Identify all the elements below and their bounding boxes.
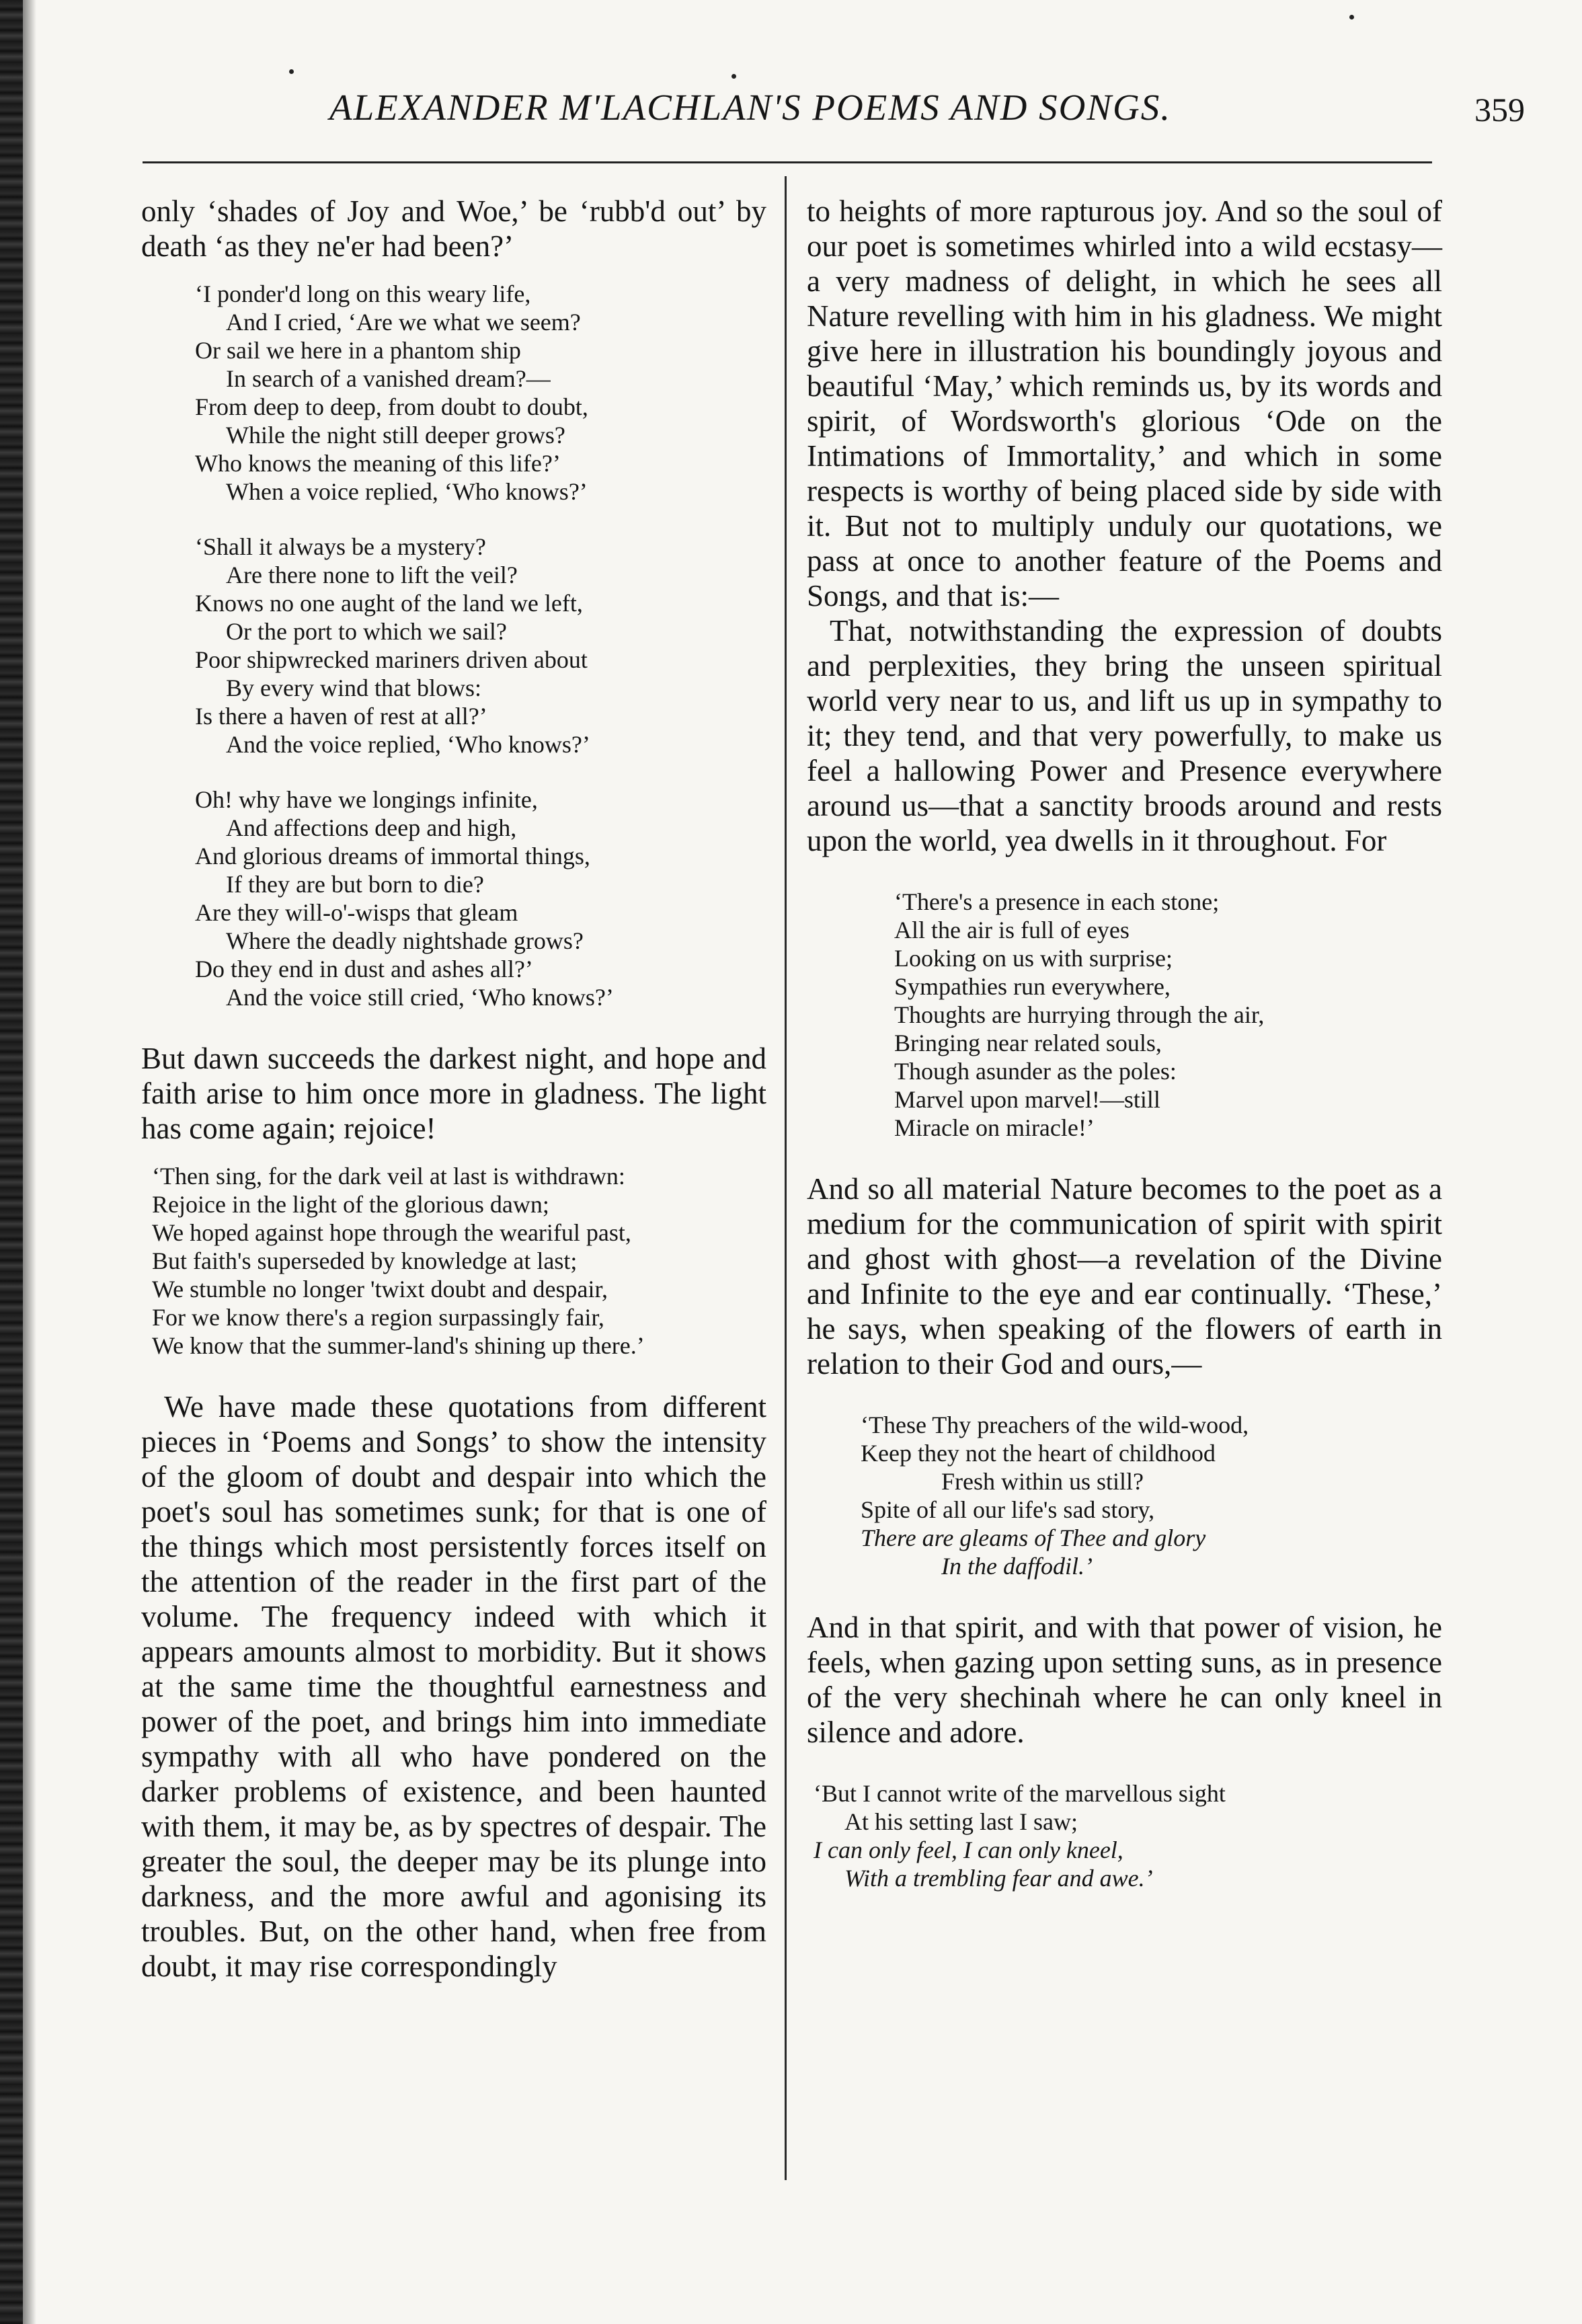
verse-line: At his setting last I saw; (844, 1808, 1078, 1835)
paragraph: to heights of more rapturous joy. And so the soul of our poet is sometimes whirled into a wild ecstasy—a very madness of delight, in which he sees all Nature revelling with him in his gladness. We might give here in illustration his boundingly joyous and beautiful ‘May,’ which reminds us, by its words and spirit, of Wordsworth's glorious ‘Ode on the Intimations of Immortality,’ and which in some respects is worthy of being placed side by side with it. But not to multiply unduly our quotations, we pass at once to another feature of the Poems and Songs, and that is:— (807, 194, 1442, 613)
verse-line: Oh! why have we longings infinite, (195, 786, 538, 813)
verse-line: Who knows the meaning of this life?’ (195, 450, 561, 477)
print-speck (1349, 15, 1354, 20)
verse-quote (807, 1779, 1442, 1892)
verse-line: We know that the summer-land's shining up there.’ (152, 1332, 645, 1359)
verse-line: When a voice replied, ‘Who knows?’ (226, 478, 588, 505)
verse-line: While the night still deeper grows? (226, 422, 565, 449)
book-spine-shadow (0, 0, 23, 2324)
verse-line: Keep they not the heart of childhood (861, 1440, 1216, 1467)
verse-quote (141, 1162, 766, 1360)
verse-line: Where the deadly nightshade grows? (226, 927, 584, 954)
verse-line: Do they end in dust and ashes all?’ (195, 956, 533, 982)
verse-line: ‘Then sing, for the dark veil at last is withdrawn: (152, 1163, 625, 1190)
paragraph: That, notwithstanding the expression of doubts and perplexities, they bring the unseen spiritual world very near to us, and lift us up in sympathy to it; they tend, and that very powerfully, to make us feel a hallowing Power and Presence everywhere around us—that a sanctity broods around and rests upon the world, yea dwells in it throughout. For (807, 614, 1442, 857)
verse-line: Though asunder as the poles: (894, 1058, 1177, 1085)
verse-line: And glorious dreams of immortal things, (195, 843, 590, 869)
verse-line: With a trembling fear and awe.’ (844, 1865, 1153, 1892)
verse-line: Rejoice in the light of the glorious dawn; (152, 1191, 549, 1218)
page-number: 359 (1474, 91, 1525, 128)
column-divider (785, 176, 787, 2180)
verse-line: Spite of all our life's sad story, (861, 1496, 1155, 1523)
verse-line: ‘Shall it always be a mystery? (195, 533, 486, 560)
verse-line: Looking on us with surprise; (894, 945, 1173, 972)
verse-quote (807, 888, 1442, 1142)
header-rule (143, 161, 1432, 163)
verse-stanza (195, 533, 766, 759)
verse-line: Bringing near related souls, (894, 1030, 1162, 1056)
verse-line: Are there none to lift the veil? (226, 561, 518, 588)
verse-line: Fresh within us still? (941, 1468, 1144, 1495)
page-header (289, 86, 1525, 147)
right-column (807, 194, 1442, 1892)
verse-quote (807, 1411, 1442, 1580)
verse-line: If they are but born to die? (226, 871, 484, 898)
verse-line: There are gleams of Thee and glory (861, 1524, 1206, 1551)
verse-line: ‘There's a presence in each stone; (894, 888, 1220, 915)
paragraph: only ‘shades of Joy and Woe,’ be ‘rubb'd out’ by death ‘as they ne'er had been?’ (141, 194, 766, 263)
verse-line: Poor shipwrecked mariners driven about (195, 646, 588, 673)
verse-line: Or sail we here in a phantom ship (195, 337, 521, 364)
verse-line: For we know there's a region surpassingly fair, (152, 1304, 604, 1331)
verse-line: Sympathies run everywhere, (894, 973, 1171, 1000)
paragraph: We have made these quotations from different pieces in ‘Poems and Songs’ to show the intensity of the gloom of doubt and despair into which the poet's soul has sometimes sunk; for that is one of the things which most persistently forces itself on the attention of the reader in the first part of the volume. The frequency indeed with which it appears amounts almost to morbidity. But it shows at the same time the thoughtful earnestness and power of the poet, and brings him into immediate sympathy with all who have pondered on the darker problems of existence, and been haunted with them, it may be, as by spectres of despair. The greater the soul, the deeper may be its plunge into darkness, and the more awful and agonising its troubles. But, on the other hand, when free from doubt, it may rise correspondingly (141, 1390, 766, 1983)
verse-line: Miracle on miracle!’ (894, 1114, 1095, 1141)
verse-quote (141, 280, 766, 1011)
verse-line: And the voice replied, ‘Who knows?’ (226, 731, 590, 758)
verse-line: ‘I ponder'd long on this weary life, (195, 280, 531, 307)
verse-line: ‘These Thy preachers of the wild-wood, (861, 1411, 1249, 1438)
paragraph: And in that spirit, and with that power of vision, he feels, when gazing upon setting suns, as in presence of the very shechinah where he can only kneel in silence and adore. (807, 1611, 1442, 1749)
verse-line: All the air is full of eyes (894, 917, 1130, 943)
gutter-shadow (23, 0, 36, 2324)
print-speck (731, 74, 736, 79)
print-speck (289, 69, 294, 74)
running-title: ALEXANDER M'LACHLAN'S POEMS AND SONGS. (329, 87, 1171, 128)
verse-line: Is there a haven of rest at all?’ (195, 703, 487, 730)
verse-line: And affections deep and high, (226, 814, 517, 841)
verse-line: In search of a vanished dream?— (226, 365, 551, 392)
verse-line: We stumble no longer 'twixt doubt and despair, (152, 1276, 608, 1303)
verse-line: ‘But I cannot write of the marvellous sight (814, 1780, 1226, 1807)
verse-line: And the voice still cried, ‘Who knows?’ (226, 984, 614, 1011)
verse-line: I can only feel, I can only kneel, (814, 1836, 1123, 1863)
verse-stanza (195, 785, 766, 1011)
verse-line: By every wind that blows: (226, 674, 481, 701)
verse-stanza (195, 280, 766, 506)
paragraph: But dawn succeeds the darkest night, and hope and faith arise to him once more in gladness. The light has come again; rejoice! (141, 1042, 766, 1145)
verse-line: But faith's superseded by knowledge at last; (152, 1247, 578, 1274)
verse-line: In the daffodil.’ (941, 1553, 1093, 1580)
verse-line: We hoped against hope through the weariful past, (152, 1219, 631, 1246)
verse-line: Knows no one aught of the land we left, (195, 590, 583, 617)
verse-line: Or the port to which we sail? (226, 618, 507, 645)
paragraph: And so all material Nature becomes to the poet as a medium for the communication of spirit with spirit and ghost with ghost—a revelation of the Divine and Infinite to the eye and ear continually. ‘These,’ he says, when speaking of the flowers of earth in relation to their God and ours,— (807, 1172, 1442, 1381)
verse-line: Are they will-o'-wisps that gleam (195, 899, 518, 926)
verse-line: Marvel upon marvel!—still (894, 1086, 1160, 1113)
verse-line: Thoughts are hurrying through the air, (894, 1001, 1265, 1028)
verse-line: And I cried, ‘Are we what we seem? (226, 309, 581, 336)
left-column (141, 194, 766, 1984)
verse-line: From deep to deep, from doubt to doubt, (195, 393, 588, 420)
